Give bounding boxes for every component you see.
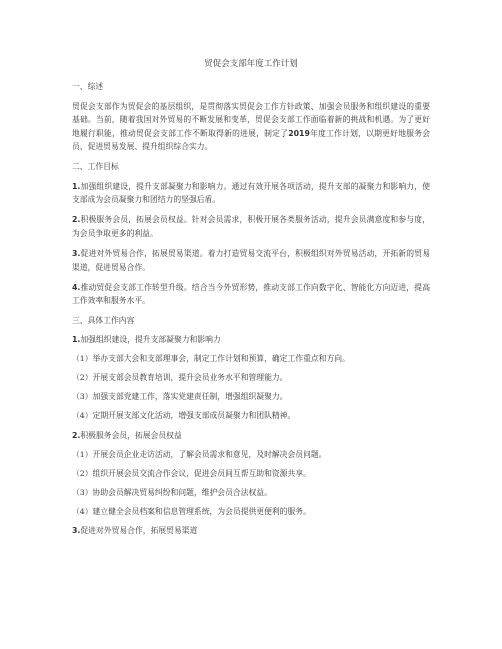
- content-subheading-2: [72, 430, 430, 441]
- goal-item-3: [72, 247, 430, 274]
- content-1-item-2: （2）开展支部会员教育培训，提升会员业务水平和管理能力。: [72, 373, 288, 383]
- goal-number: 1.: [72, 181, 81, 191]
- content-number: 1.: [72, 334, 81, 344]
- goal-number: 4.: [72, 283, 81, 293]
- overview-paragraph: [72, 100, 430, 154]
- content-1-item-1: （1）举办支部大会和支部理事会，制定工作计划和预算，确定工作重点和方向。: [72, 353, 350, 363]
- goal-text: 促进对外贸易合作，拓展贸易渠道。着力打造贸易交流平台，积极组织对外贸易活动，开拓新的贸易渠道，促进贸易合作。: [72, 249, 430, 272]
- content-1-item-3: （3）加强支部党建工作，落实党建责任制，增强组织凝聚力。: [72, 392, 288, 402]
- goal-item-1: [72, 180, 430, 207]
- overview-text-a: 贸促会支部作为贸促会的基层组织，是贯彻落实贸促会工作方针政策、加强会员服务和组织建设的重要基础。当前，随着我国对外贸易的不断发展和变革，贸促会支部工作面临着新的挑战和机遇。为了更好地履行职能，推动贸促会支部工作不断取得新的进展，制定了: [72, 102, 430, 138]
- content-number: 2.: [72, 430, 81, 440]
- overview-year: 2019: [288, 128, 310, 138]
- goal-item-2: [72, 213, 430, 240]
- section-heading-goals: 二、工作目标: [72, 161, 119, 171]
- goal-number: 2.: [72, 215, 81, 225]
- overview-text-b: 年度工作计划，以期更好地服务会员、促进贸易发展、提升组织综合实力。: [72, 128, 431, 152]
- content-text: 积极服务会员，拓展会员权益: [80, 430, 182, 440]
- content-subheading-3: [72, 525, 430, 536]
- section-heading-overview: 一、综述: [72, 82, 104, 91]
- content-text: 促进对外贸易合作，拓展贸易渠道: [80, 526, 198, 536]
- goal-text: 积极服务会员，拓展会员权益。针对会员需求，积极开展各类服务活动，提升会员满意度和参与度，为会员争取更多的利益。: [72, 215, 430, 238]
- goal-item-4: [72, 281, 430, 308]
- content-1-item-4: （4）定期开展支部文化活动，增强支部成员凝聚力和团队精神。: [72, 411, 296, 421]
- document-page: [72, 58, 430, 544]
- content-2-item-1: （1）开展会员企业走访活动，了解会员需求和意见，及时解决会员问题。: [72, 449, 327, 459]
- goal-number: 3.: [72, 249, 81, 259]
- content-text: 加强组织建设，提升支部凝聚力和影响力: [80, 334, 221, 344]
- section-heading-content: 三、具体工作内容: [72, 315, 135, 325]
- content-subheading-1: [72, 334, 430, 345]
- goal-text: 推动贸促会支部工作转型升级。结合当今外贸形势，推动支部工作向数字化、智能化方向迈进，提高工作效率和服务水平。: [72, 283, 430, 306]
- document-title: 贸促会支部年度工作计划: [204, 59, 298, 69]
- content-2-item-3: （3）协助会员解决贸易纠纷和问题，维护会员合法权益。: [72, 488, 272, 497]
- content-2-item-4: （4）建立健全会员档案和信息管理系统，为会员提供更便利的服务。: [72, 507, 311, 517]
- goal-text: 加强组织建设，提升支部凝聚力和影响力。通过有效开展各项活动，提升支部的凝聚力和影响力，使支部成为会员凝聚力和团结力的坚强后盾。: [72, 181, 430, 205]
- content-number: 3.: [72, 526, 81, 536]
- content-2-item-2: （2）组织开展会员交流合作会议，促进会员间互帮互助和资源共享。: [72, 468, 311, 478]
